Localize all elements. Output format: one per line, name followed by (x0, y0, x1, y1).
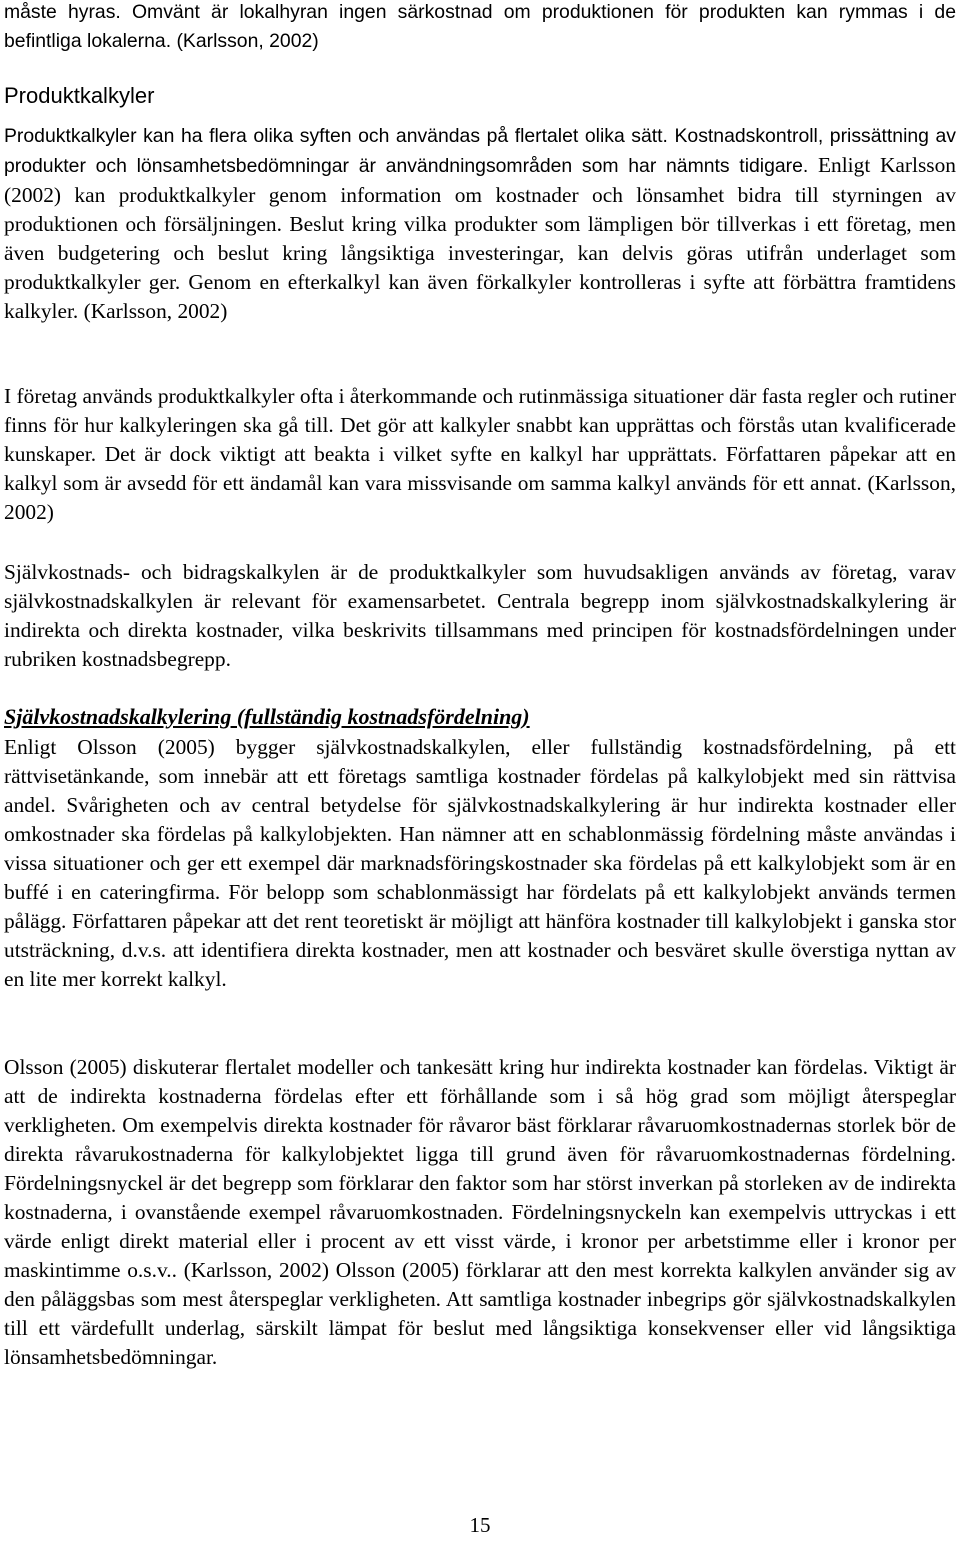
paragraph-olsson-allocation: Olsson (2005) diskuterar flertalet modeller och tankesätt kring hur indirekta kostnader kan fördelas. Viktigt är att de indirekta kostnaderna fördelas efter ett förhållande som i så hög grad som möjligt återspeglar verkligheten. Om exempelvis direkta kostnader för råvaror bäst förklarar råvaruomkostnadernas storlek bör de direkta råvarukostnaderna för kalkylobjektet ligga till grund även för råvaruomkostnadernas fördelning. Fördelningsnyckel är det begrepp som förklarar den faktor som har störst inverkan på storleken av de indirekta kostnaderna, i ovanstående exempel råvaruomkostnaden. Fördelningsnyckeln kan exempelvis uttryckas i ett värde enligt direkt material eller i procent av ett visst värde, i kronor per arbetstimme eller i kronor per maskintimme o.s.v.. (Karlsson, 2002) Olsson (2005) förklarar att den mest korrekta kalkylen använder sig av den påläggsbas som mest återspeglar verkligheten. Att samtliga kostnader inbegrips gör självkostnadskalkylen till ett värdefullt underlag, särskilt lämpat för beslut med långsiktiga konsekvenser eller vid långsiktiga lönsamhetsbedömningar. (4, 1055, 956, 1369)
paragraph-purposes (4, 122, 956, 326)
intro-paragraph: måste hyras. Omvänt är lokalhyran ingen särkostnad om produktionen för produkten kan rymmas i de befintliga lokalerna. (Karlsson, 2002) (4, 1, 956, 52)
section-heading-sjalvkostnadskalkylering: Självkostnadskalkylering (fullständig kostnadsfördelning) (4, 704, 530, 729)
paragraph-routine-use: I företag används produktkalkyler ofta i återkommande och rutinmässiga situationer där fasta regler och rutiner finns för hur kalkyleringen ska gå till. Det gör att kalkyler snabbt kan upprättas och förstås utan kvalificerade kunskaper. Det är dock viktigt att beakta i vilket syfte en kalkyl har upprättats. Författaren påpekar att en kalkyl som är avsedd för ett ändamål kan vara missvisande om samma kalkyl används för ett annat. (Karlsson, 2002) (4, 384, 956, 524)
paragraph-purposes-sans-part: Produktkalkyler kan ha flera olika syften och användas på flertalet olika sätt. Kostnadskontroll, prissättning av produkter och lönsamhetsbedömningar är användningsområden som har nämnts tidigare. (4, 125, 956, 177)
paragraph-purposes-serif-part: Enligt Karlsson (2002) kan produktkalkyler genom information om kostnader och lönsamhet bidra till styrningen av produktionen och försäljningen. Beslut kring vilka produkter som lämpligen bör tillverkas i ett företag, men även budgetering och beslut kring långsiktiga investeringar, kan delvis göras utifrån underlaget som produktkalkyler ger. Genom en efterkalkyl kan även förkalkyler kontrolleras i syfte att förbättra framtidens kalkyler. (Karlsson, 2002) (4, 153, 956, 323)
section-heading-produktkalkyler: Produktkalkyler (4, 83, 155, 108)
paragraph-olsson-fairness: Enligt Olsson (2005) bygger självkostnadskalkylen, eller fullständig kostnadsfördelning, på ett rättvisetänkande, som innebär att ett företags samtliga kostnader fördelas på kalkylobjekt med sin rättvisa andel. Svårigheten och av central betydelse för självkostnadskalkylering är hur indirekta kostnader eller omkostnader ska fördelas på kalkylobjekten. Han nämner att en schablonmässig fördelning måste användas i vissa situationer och ger ett exempel där marknadsföringskostnader ska fördelas på ett kalkylobjekt som är en buffé i en cateringfirma. För belopp som schablonmässigt har fördelats på ett kalkylobjekt används termen pålägg. Författaren påpekar att det rent teoretiskt är möjligt att hänföra kostnader till kalkylobjekt i ganska stor utsträckning, d.v.s. att identifiera direkta kostnader, men att kostnader och besväret skulle överstiga nyttan av en lite mer korrekt kalkyl. (4, 735, 956, 991)
page-number: 15 (469, 1513, 491, 1537)
paragraph-cost-calc-types: Självkostnads- och bidragskalkylen är de produktkalkyler som huvudsakligen används av företag, varav självkostnadskalkylen är relevant för examensarbetet. Centrala begrepp inom självkostnadskalkylering är indirekta och direkta kostnader, vilka beskrivits tillsammans med principen för kostnadsfördelningen under rubriken kostnadsbegrepp. (4, 560, 956, 671)
